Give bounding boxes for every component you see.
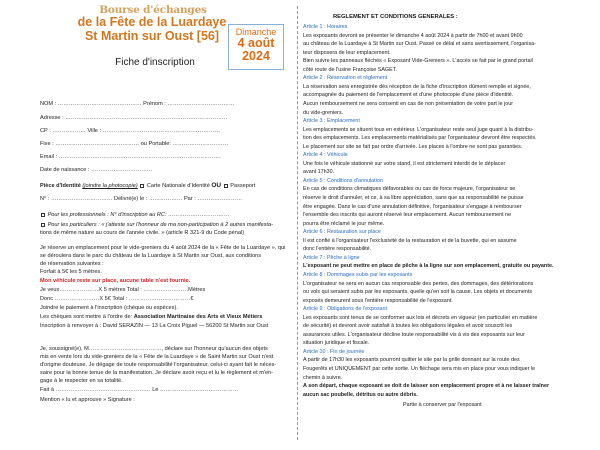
cheque-label: Les chèques sont mettre à l'ordre de: [40,314,134,320]
field-cp-ville[interactable]: CP : ……………… Ville : ……………………………………………………… [40,128,221,134]
piece-note: (joindre la photocopie) [82,183,138,189]
part-text-2: tions de même nature au cours de l'année civile. » (article R 321-9 du Code pénal) [40,230,245,236]
condition-line: Fougerêts et UNIQUEMENT par cette sortie. Un fléchage sera mis en place pour vous indiquer le [303,366,536,372]
condition-line: Une fois le véhicule stationné sur votre stand, il est strictement interdit de le déplacer [303,160,506,167]
field-numero[interactable]: N° : …………………………… Délivré(e) le : ……………… Par : …………………… [40,196,243,202]
condition-line: Le placement sur site se fait par ordre d'arrivée. Les places à l'ombre ne sont pas garanties. [303,143,523,150]
join-payment: Joindre le paiement à l'inscription (chèque ou espèces). [40,305,178,311]
declaration-3: d'origine douteuse. Je dégage de toute responsabilité l'organisateur, celui-ci ayant fait le néces- [40,362,277,368]
field-jeux[interactable]: Je veux…………………X 5 mètres Total : ……………………Mètres [40,287,206,293]
declaration-5: gage à le respecter en sa totalité. [40,378,123,384]
date-day: Dimanche [235,27,277,37]
pro-row [40,212,230,219]
field-phone[interactable]: Fixe : ……………………………………… ou Portable: ………………………… [40,141,229,147]
registration-form-section [40,4,290,446]
article-heading: Article 6 : Restauration sur place [303,229,381,236]
piece-label: Pièce d'Identité [40,183,81,189]
part-row [40,222,273,229]
condition-line: L'organisateur ne sera en aucun cas responsable des pertes, des dommages, des détériorations [303,280,534,287]
condition-line: l'ensemble des inscrits qui auront réservé leur emplacement. Aucun remboursement ne [303,212,512,219]
checkbox-passeport[interactable] [224,184,228,188]
reservation-1: Je réserve un emplacement pour le vide-greniers du 4 août 2024 de la « Fête de la Luardaye », qui [40,245,286,251]
event-date-box [228,24,284,70]
condition-line: Aucun remboursement ne sera consenti en cas de non présentation de votre part le jour [303,100,514,107]
header-fete: de la Fête de la Luardaye [77,15,227,29]
pro-text: Pour les professionnels : N° d'inscription au RC: …………………………… [47,212,230,218]
condition-line: assurances utiles. L'organisateur décline toute responsabilité vis à vis des exposants sur leur [303,331,525,338]
checkbox-pro[interactable] [41,213,45,217]
article-heading: Article 10 : Fin de journée [303,348,365,355]
renvoi-address: Inscription à renvoyer à : David SERAZIN — 13 La Croix Piguel — 56200 St Martin sur Oust [40,323,269,329]
condition-line: avant 17h30. [303,169,335,176]
conditions-section [303,14,593,446]
condition-line: pourra être réclamé le jour même. [303,220,385,227]
article-heading: Article 1 : Horaires [303,24,348,30]
field-signature[interactable]: Mention « lu et approuve » Signature : [40,397,135,403]
field-email[interactable]: Email : …………………………………………………………………………… [40,154,221,160]
condition-line: du vide-greniers. [303,109,344,116]
field-date-naissance[interactable]: Date de naissance : …………………………… [40,167,153,173]
cheque-row [40,314,262,321]
article-heading: Article 2 : Réservation et règlement [303,75,388,82]
condition-line: teur disposera de leur emplacement. [303,49,391,56]
condition-line: aucun sac poubelle, détritus ou autre débris. [303,391,418,398]
condition-line: En cas de conditions climatiques défavorables ou cas de force majeure, l'organisateur se [303,186,516,193]
reservation-3: de réservation suivantes : [40,261,104,267]
article-heading: Article 3 : Emplacement [303,118,360,125]
condition-line: être engagée. Dans le cas d'une annulation définitive, l'organisateur s'engage à rembourser [303,203,522,210]
condition-line: côté route de l'usine Françoise SAGET. [303,66,397,73]
declaration-2: mis en vente lors du vide-greniers de la « Fête de la Luardaye » de Saint Martin sur Oust n'est [40,354,274,360]
article-heading: Article 9 : Obligations de l'exposant [303,306,388,313]
piece-identite-row [40,182,255,190]
header-bourse: Bourse d'échanges [99,4,207,16]
condition-line: La réservation sera enregistrée dès réception de la fiche d'inscription dûment remplie et signée, [303,83,531,90]
condition-line: exposés demeurent sous l'entière responsabilité de l'exposant. [303,297,453,304]
field-donc[interactable]: Donc ……………………X 5€ Total : ……………………………€ [40,296,194,302]
condition-line: chemin à suivre. [303,374,343,381]
date-year: 2024 [242,49,270,63]
conditions-title: REGLEMENT ET CONDITIONS GENERALES : [333,14,458,20]
condition-line: situation juridique et fiscale. [303,340,370,347]
condition-line: accompagnée du paiement de l'emplacement et d'une photocopie d'une pièce d'identité. [303,92,514,99]
condition-line: Il est confié à l'organisateur l'exclusivité de la restauration et de la buvette, qui en assume [303,237,517,244]
condition-line: tion des emplacements. Les emplacements matérialisés par l'organisateur devront être respectés. [303,135,537,142]
condition-line: Bien suivre les panneaux fléchés « Exposant Vide-Greniers ». L'accès se fait par le grand portail [303,58,533,65]
reservation-2: se déroulera dans le parc du château de la Luardaye à St Martin sur Oust, aux conditions [40,253,262,259]
field-fait[interactable]: Fait à …………………………………………… Le …………………………………… [40,387,239,393]
article-heading: Article 4 : Véhicule [303,152,348,159]
header-location: St Martin sur Oust [56] [84,29,220,43]
checkbox-cni[interactable] [140,184,144,188]
checkbox-particulier[interactable] [41,223,45,227]
condition-line: donc l'entière responsabilité. [303,246,372,253]
condition-line: L'exposant ne peut mettre en place de pêche à la ligne sur son emplacement, gratuite ou payante. [303,263,554,270]
condition-line: A partir de 17h30 les exposants pourront quitter le site par la grille donnant sur la route des [303,357,520,364]
part-text-1: Pour les particuliers : « j'atteste sur l'honneur de ma non-participation à 2 autres manifesta- [47,222,273,228]
vehicle-warning: Mon véhicule reste sur place, aucune table n'est fournie. [40,278,191,284]
condition-line: Les exposants sont tenus de se conformer aux lois et décrets en vigueur (en particulier en matière [303,314,538,321]
form-title: Fiche d'inscription [115,57,195,68]
condition-line: de sécurité) et devront avoir satisfait à toutes les obligations légales et avoir souscrit les [303,323,513,330]
date-main: 4 août [237,36,275,50]
condition-line: A son départ, chaque exposant se doit de laisser son emplacement propre et à ne laisser traîner [303,383,550,390]
condition-line: Les emplacements se situent tous en extérieur. L'organisateur reste seul juge quant à la distribu- [303,126,534,133]
condition-line: au château de la Luardaye à St Martin sur Oust. Passé ce délai et sans avertissement, l'organisa- [303,41,536,48]
cheque-payee: Association Martinaise des Arts et Vieux Métiers [133,314,263,320]
article-heading: Article 5 : Conditions d'annulation [303,177,383,184]
article-heading: Article 7 : Pêche à ligne [303,254,360,261]
article-heading: Article 8 : Dommages subis par les exposants [303,271,413,278]
carte-label: Carte Nationale d'Identité [146,183,210,189]
field-adresse[interactable]: Adresse : …………………………………………………………………………… [40,115,228,121]
ou-label: OU [211,182,222,189]
passeport-label: Passeport [230,183,256,189]
field-nom[interactable]: NOM : ……………………………………… Prénom : ……………………………… [40,101,235,107]
reservation-4: Forfait à 5€ les 5 mètres. [40,269,102,275]
declaration-4: saire pour la bonne tenue de la manifestation. Je déclare avoir reçu et lu le règlement et m'en- [40,370,274,376]
condition-line: ou vols qui seraient subis par les exposants, quelle qu'en soit la cause. Les objets et documents [303,289,533,296]
declaration-1[interactable]: Je, soussigné(e), M…………………………………, déclare sur l'honneur qu'aucun des objets [40,346,268,352]
conditions-footer: Partie à conserver par l'exposant [403,402,482,409]
cut-line [297,6,298,440]
condition-line: Les exposants devront se présenter le dimanche 4 août 2024 à partir de 7h00 et avant 9h00 [303,32,523,39]
condition-line: réserve le droit d'annuler, et ce, à sa libre appréciation, sans que sa responsabilité ne puisse [303,195,524,201]
